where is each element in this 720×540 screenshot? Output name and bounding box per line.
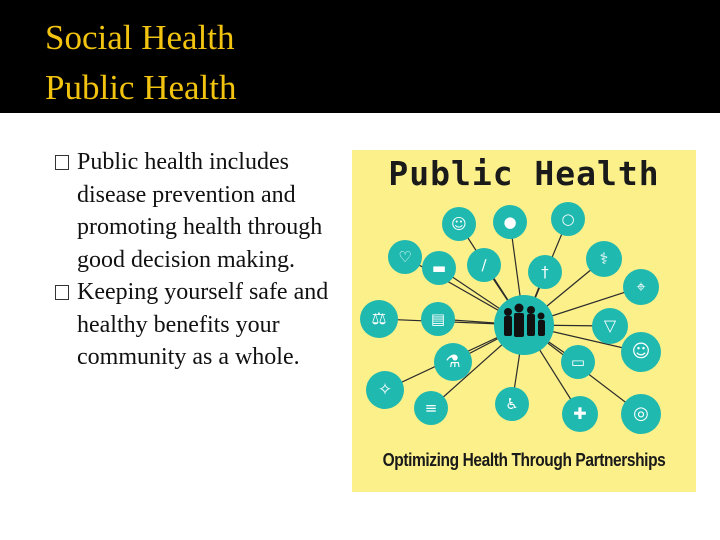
svg-text:▭: ▭ <box>570 353 586 371</box>
blood-pressure-icon <box>621 394 661 434</box>
caregiver-icon <box>528 255 562 289</box>
svg-text:♿: ♿ <box>505 395 519 413</box>
svg-text:▽: ▽ <box>603 316 617 335</box>
bullet-list <box>55 146 350 374</box>
slide-title-line-1: Social Health <box>45 18 235 57</box>
heartbeat-icon <box>388 240 422 274</box>
bullet-item <box>55 276 350 374</box>
ambulance-icon <box>562 396 598 432</box>
svg-text:○: ○ <box>561 210 575 228</box>
svg-text:▬: ▬ <box>431 259 447 277</box>
svg-text:☺: ☺ <box>631 341 651 362</box>
public-health-poster <box>352 150 696 492</box>
tooth-icon <box>592 308 628 344</box>
svg-text:☺: ☺ <box>451 215 467 233</box>
svg-text:⚖: ⚖ <box>371 309 387 329</box>
bullet-item <box>55 146 350 276</box>
svg-text:∕: ∕ <box>481 256 487 274</box>
svg-text:✧: ✧ <box>377 380 393 400</box>
apple-icon <box>493 205 527 239</box>
doctor-icon <box>586 241 622 277</box>
public-health-hub-graphic <box>352 150 696 492</box>
microscope-icon <box>623 269 659 305</box>
svg-text:◎: ◎ <box>633 403 649 424</box>
svg-text:⚗: ⚗ <box>445 352 461 372</box>
stroller-icon <box>551 202 585 236</box>
poster-footer: Optimizing Health Through Partnerships <box>382 450 666 471</box>
poster-title: Public Health <box>388 154 660 193</box>
title-bar <box>0 0 720 113</box>
book-icon <box>561 345 595 379</box>
bullet-text: Keeping yourself safe and healthy benefits your community as a whole. <box>77 279 329 370</box>
family-icon <box>442 207 476 241</box>
svg-text:†: † <box>541 263 549 281</box>
lab-flask-icon <box>434 343 472 381</box>
wheelchair-icon <box>495 387 529 421</box>
syringe-icon <box>467 248 501 282</box>
svg-text:♡: ♡ <box>398 248 412 266</box>
community-people-icon <box>494 295 554 355</box>
scale-icon <box>360 300 398 338</box>
svg-text:▤: ▤ <box>430 310 446 328</box>
nurse-icon <box>621 332 661 372</box>
slide-title-line-2: Public Health <box>45 68 237 107</box>
clipboard-icon <box>421 302 455 336</box>
handshake-icon <box>366 371 404 409</box>
xray-icon <box>414 391 448 425</box>
bullet-text: Public health includes disease prevention and promoting health through good decision making. <box>77 149 323 273</box>
bullet-box-icon <box>55 155 69 170</box>
svg-text:≡: ≡ <box>424 399 438 417</box>
svg-text:●: ● <box>503 213 517 231</box>
bullet-box-icon <box>55 285 69 300</box>
svg-text:✚: ✚ <box>573 404 587 423</box>
svg-text:⚕: ⚕ <box>599 249 609 268</box>
svg-text:⌖: ⌖ <box>636 277 646 296</box>
pills-icon <box>422 251 456 285</box>
